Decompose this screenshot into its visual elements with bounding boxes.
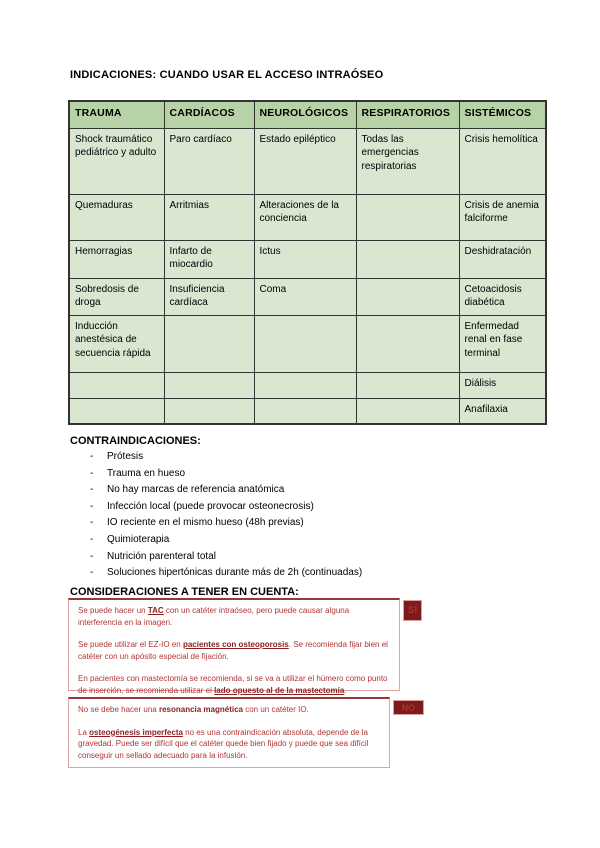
table-row [69, 128, 546, 194]
table-cell: Infarto de miocardio [164, 240, 254, 278]
indications-table [68, 100, 547, 425]
note-text: con un catéter IO. [243, 705, 309, 714]
table-cell: Shock traumático pediátrico y adulto [69, 128, 164, 194]
table-header-row [69, 101, 546, 128]
note-text: No se debe hacer una [78, 705, 159, 714]
table-cell [356, 240, 459, 278]
table-row [69, 194, 546, 240]
note-highlight: lado opuesto al de la mastectomía [214, 685, 345, 695]
list-item: - No hay marcas de referencia anatómica [90, 484, 530, 495]
table-cell: Estado epiléptico [254, 128, 356, 194]
note-paragraph [78, 673, 391, 696]
table-cell: Arritmias [164, 194, 254, 240]
list-item: - Soluciones hipertónicas durante más de 2h (continuadas) [90, 567, 530, 578]
table-cell: Deshidratación [459, 240, 546, 278]
note-text: . Se recomienda fijar bien el catéter con un apósito especial de fijación. [78, 640, 388, 661]
table-cell [164, 398, 254, 424]
table-cell [69, 398, 164, 424]
table-cell: Todas las emergencias respiratorias [356, 128, 459, 194]
header-cell-sistemicos: SISTÉMICOS [459, 101, 546, 128]
note-text: con un catéter intraóseo, pero puede causar alguna interferencia en la imagen. [78, 606, 350, 627]
table-cell: Sobredosis de droga [69, 278, 164, 315]
list-item: - Quimioterapia [90, 534, 530, 545]
consideration-box-yes [68, 598, 400, 695]
header-cell-respiratorios: RESPIRATORIOS [356, 101, 459, 128]
table-cell [356, 278, 459, 315]
note-paragraph [78, 704, 381, 716]
note-text: La [78, 727, 90, 737]
table-row [69, 240, 546, 278]
contraindications-list [90, 451, 530, 584]
list-item: - Nutrición parenteral total [90, 551, 530, 562]
note-text: Se puede hacer un [78, 606, 148, 615]
table-cell: Alteraciones de la conciencia [254, 194, 356, 240]
note-paragraph [78, 605, 391, 628]
list-item: - IO reciente en el mismo hueso (48h previas) [90, 517, 530, 528]
table-cell: Hemorragias [69, 240, 164, 278]
table-cell [254, 315, 356, 372]
table-cell [356, 315, 459, 372]
list-item: - Trauma en hueso [90, 468, 530, 479]
table-cell: Crisis hemolítica [459, 128, 546, 194]
no-badge: NO [393, 700, 424, 715]
note-text: . [344, 685, 347, 695]
note-highlight: pacientes con osteoporosis [182, 640, 289, 649]
table-row [69, 398, 546, 424]
note-text: En pacientes con mastectomía se recomienda, si se va a utilizar el húmero como punto de inserción, se recomienda utilizar el [78, 674, 388, 695]
list-item: - Infección local (puede provocar osteonecrosis) [90, 501, 530, 512]
table-cell [164, 315, 254, 372]
table-cell [254, 372, 356, 398]
considerations-heading: CONSIDERACIONES A TENER EN CUENTA: [70, 586, 299, 598]
note-paragraph [78, 639, 391, 662]
header-cell-neurologicos: NEUROLÓGICOS [254, 101, 356, 128]
table-cell: Crisis de anemia falciforme [459, 194, 546, 240]
table-cell [254, 398, 356, 424]
note-highlight: TAC [147, 606, 164, 615]
table-cell [356, 372, 459, 398]
note-text: no es una contraindicación absoluta, depende de la gravedad. Puede ser difícil que el catéter quede bien fijado y puede que sea difícil conseguir un sellado adecuado para la infusión. [78, 727, 369, 760]
table-cell: Cetoacidosis diabética [459, 278, 546, 315]
note-highlight: resonancia magnética [158, 705, 243, 714]
yes-badge: SÍ [403, 600, 422, 621]
table-cell [164, 372, 254, 398]
contraindications-heading: CONTRAINDICACIONES: [70, 435, 201, 447]
table-cell [356, 194, 459, 240]
table-cell: Quemaduras [69, 194, 164, 240]
header-cell-trauma: TRAUMA [69, 101, 164, 128]
table-cell: Coma [254, 278, 356, 315]
note-paragraph [78, 727, 381, 762]
table-cell [69, 372, 164, 398]
table-cell: Diálisis [459, 372, 546, 398]
list-item: - Prótesis [90, 451, 530, 462]
note-highlight: osteogénesis imperfecta [89, 727, 183, 737]
table-cell: Enfermedad renal en fase terminal [459, 315, 546, 372]
page-title: INDICACIONES: CUANDO USAR EL ACCESO INTRAÓSEO [70, 69, 384, 81]
table-cell [356, 398, 459, 424]
table-cell: Insuficiencia cardíaca [164, 278, 254, 315]
header-cell-cardiacos: CARDÍACOS [164, 101, 254, 128]
table-cell: Anafilaxia [459, 398, 546, 424]
table-cell: Paro cardíaco [164, 128, 254, 194]
table-row [69, 315, 546, 372]
table-row [69, 278, 546, 315]
table-cell: Ictus [254, 240, 356, 278]
table-cell: Inducción anestésica de secuencia rápida [69, 315, 164, 372]
table-row [69, 372, 546, 398]
consideration-box-no [68, 697, 390, 768]
note-text: Se puede utilizar el EZ-IO en [78, 640, 183, 649]
